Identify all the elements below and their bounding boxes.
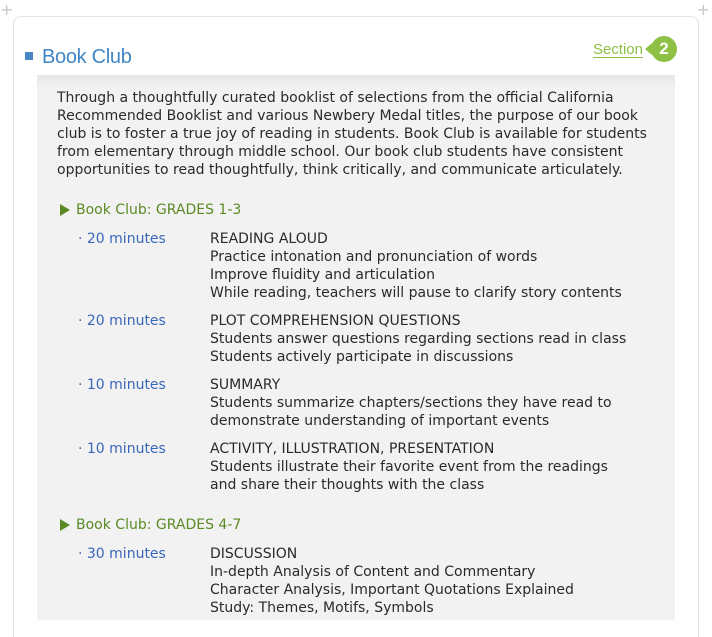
activity-duration: · 10 minutes	[78, 377, 166, 393]
grade-heading-1-3	[60, 202, 241, 218]
section-badge[interactable]	[593, 35, 677, 63]
panel-shadow	[37, 75, 675, 89]
activity-line: and share their thoughts with the class	[210, 477, 485, 493]
activity-heading: SUMMARY	[210, 377, 281, 393]
activity-duration: · 10 minutes	[78, 441, 166, 457]
grade-heading-label: Book Club: GRADES 1-3	[76, 202, 242, 218]
page-title: Book Club	[42, 46, 132, 68]
activity-body	[210, 376, 690, 430]
activity-line: demonstrate understanding of important events	[210, 413, 550, 429]
triangle-bullet-icon	[60, 519, 70, 531]
activity-heading: PLOT COMPREHENSION QUESTIONS	[210, 313, 461, 329]
square-bullet-icon	[25, 52, 33, 60]
activity-line: Character Analysis, Important Quotations Explained	[210, 582, 574, 598]
activity-line: Improve fluidity and articulation	[210, 267, 435, 283]
section-label[interactable]: Section	[592, 40, 643, 58]
activity-line: Study: Themes, Motifs, Symbols	[210, 600, 434, 616]
triangle-bullet-icon	[60, 204, 70, 216]
activity-duration: · 30 minutes	[78, 546, 166, 562]
activity-line: Students answer questions regarding sections read in class	[210, 331, 627, 347]
activity-heading: READING ALOUD	[210, 231, 328, 247]
activity-line: Students summarize chapters/sections they have read to	[210, 395, 612, 411]
activity-heading: ACTIVITY, ILLUSTRATION, PRESENTATION	[210, 441, 495, 457]
grade-heading-4-7	[60, 517, 241, 533]
corner-crosshair-left: +	[0, 0, 14, 19]
activity-line: While reading, teachers will pause to clarify story contents	[210, 285, 622, 301]
activity-body	[210, 312, 690, 366]
corner-crosshair-right: +	[696, 0, 710, 19]
activity-body	[210, 230, 690, 302]
activity-line: Practice intonation and pronunciation of words	[210, 249, 538, 265]
section-number: 2	[651, 36, 677, 62]
activity-line: In-depth Analysis of Content and Commentary	[210, 564, 536, 580]
activity-body	[210, 440, 690, 494]
activity-line: Students actively participate in discussions	[210, 349, 514, 365]
intro-paragraph: Through a thoughtfully curated booklist of selections from the official California Recommended Booklist and various Newbery Medal titles, the purpose of our book club is to foster a true joy of reading in students. Book Club is available for students from elementary through middle school. Our book club students have consistent opportunities to read thoughtfully, think critically, and communicate articulately.	[57, 90, 647, 178]
activity-body	[210, 545, 690, 617]
activity-duration: · 20 minutes	[78, 313, 166, 329]
activity-duration: · 20 minutes	[78, 231, 166, 247]
activity-line: Students illustrate their favorite event from the readings	[210, 459, 608, 475]
activity-heading: DISCUSSION	[210, 546, 298, 562]
grade-heading-label: Book Club: GRADES 4-7	[76, 517, 242, 533]
